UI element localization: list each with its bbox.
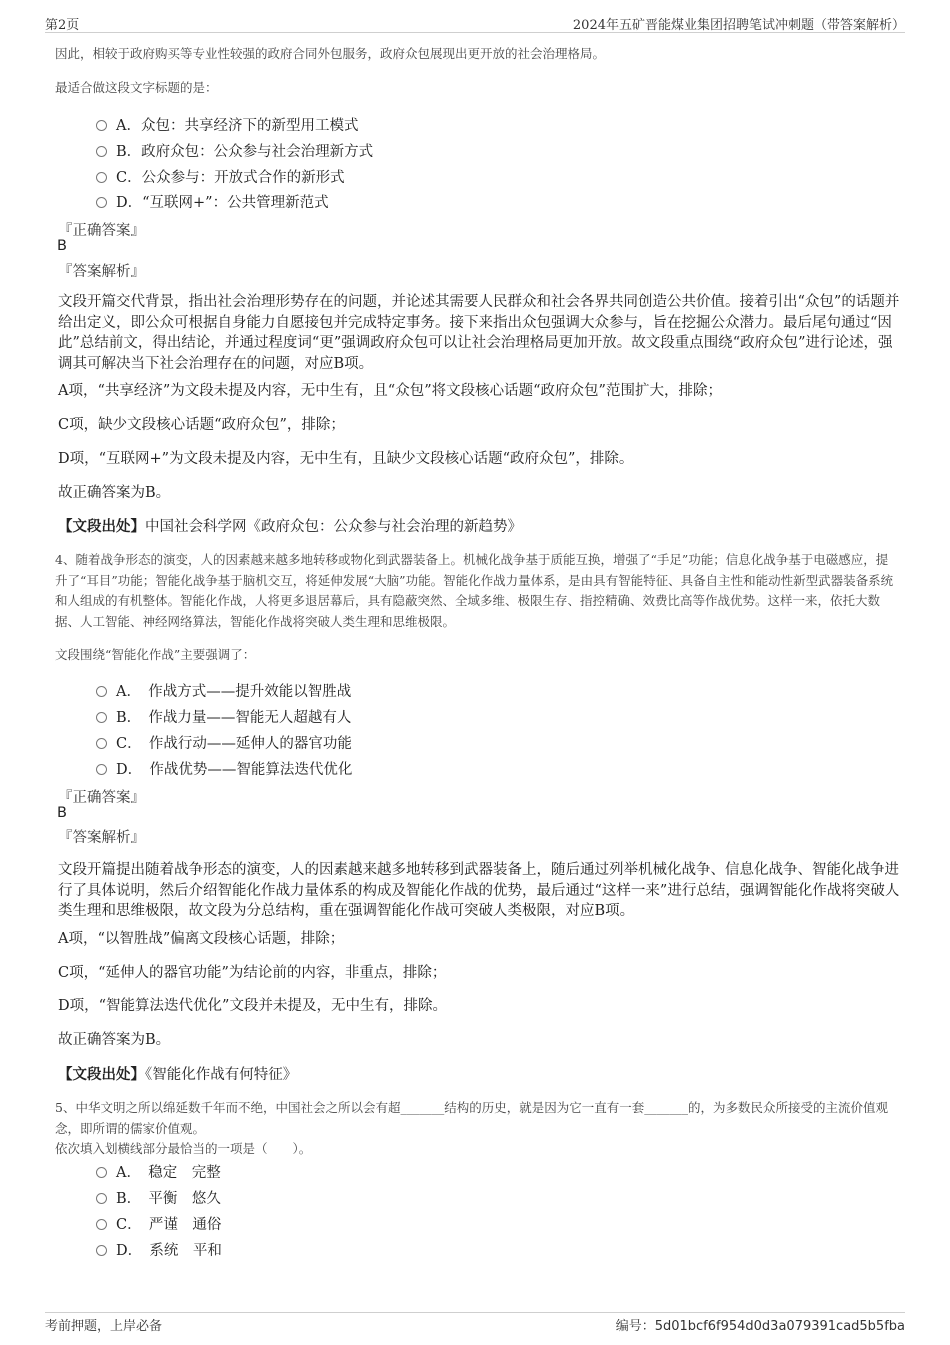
radio-icon[interactable] — [96, 686, 107, 697]
document-code: 编号：5d01bcf6f954d0d3a079391cad5b5fba — [615, 1319, 905, 1334]
q3-stem-tail: 因此，相较于政府购买等专业性较强的政府合同外包服务，政府众包展现出更开放的社会治理格局。 — [55, 46, 606, 61]
q4-option-c[interactable]: C． 作战行动——延伸人的器官功能 — [96, 732, 352, 753]
q4-option-a[interactable]: A． 作战方式——提升效能以智胜战 — [96, 680, 351, 701]
q4-conclusion: 故正确答案为B。 — [58, 1032, 171, 1048]
q3-source: 【文段出处】中国社会科学网《政府众包：公众参与社会治理的新趋势》 — [58, 518, 522, 535]
radio-icon[interactable] — [96, 738, 107, 749]
q4-analysis-label: 『答案解析』 — [58, 830, 145, 846]
document-title: 2024年五矿晋能煤业集团招聘笔试冲刺题（带答案解析） — [572, 18, 905, 33]
footer-slogan: 考前押题，上岸必备 — [45, 1319, 163, 1334]
q5-option-a[interactable]: A． 稳定 完整 — [96, 1161, 221, 1182]
q4-prompt: 文段围绕“智能化作战”主要强调了： — [55, 647, 256, 662]
q4-source: 【文段出处】《智能化作战有何特征》 — [58, 1066, 298, 1083]
q5-option-c[interactable]: C． 严谨 通俗 — [96, 1213, 221, 1234]
page-footer — [45, 1312, 905, 1334]
q3-option-c[interactable]: C．公众参与：开放式合作的新形式 — [96, 166, 345, 187]
q3-conclusion: 故正确答案为B。 — [58, 485, 171, 501]
radio-icon[interactable] — [96, 146, 107, 157]
radio-icon[interactable] — [96, 1245, 107, 1256]
q5-prompt: 依次填入划横线部分最恰当的一项是（ ）。 — [55, 1141, 312, 1156]
q3-answer: B — [57, 238, 67, 254]
q3-option-d[interactable]: D．“互联网+”：公共管理新范式 — [96, 191, 329, 212]
q3-prompt: 最适合做这段文字标题的是： — [55, 80, 218, 95]
q4-option-b[interactable]: B． 作战力量——智能无人超越有人 — [96, 706, 351, 727]
q5-option-d[interactable]: D． 系统 平和 — [96, 1239, 222, 1260]
q4-answer: B — [57, 805, 67, 821]
radio-icon[interactable] — [96, 1167, 107, 1178]
q4-option-d[interactable]: D． 作战优势——智能算法迭代优化 — [96, 758, 352, 779]
q3-note-c: C项，缺少文段核心话题“政府众包”，排除； — [58, 417, 345, 433]
q4-note-d: D项，“智能算法迭代优化”文段并未提及，无中生有，排除。 — [58, 998, 447, 1014]
q4-note-c: C项，“延伸人的器官功能”为结论前的内容，非重点，排除； — [58, 965, 447, 981]
q5-stem: 5、中华文明之所以绵延数千年而不绝，中国社会之所以会有超_______结构的历史，就是因为它一直有一套_______的，为多数民众所接受的主流价值观念，即所谓的儒家价值观。 — [55, 1100, 888, 1136]
q4-analysis: 文段开篇提出随着战争形态的演变，人的因素越来越多地转移到武器装备上，随后通过列举机械化战争、信息化战争、智能化战争进行了具体说明，然后介绍智能化作战力量体系的构成及智能化作战的优势，最后通过“这样一来”进行总结，强调智能化作战将突破人类生理和思维极限，故文段为分总结构，重在强调智能化作战可突破人类极限，对应B项。 — [58, 862, 900, 919]
q4-stem: 4、随着战争形态的演变，人的因素越来越多地转移或物化到武器装备上。机械化战争基于质能互换，增强了“手足”功能；信息化战争基于电磁感应，提升了“耳目”功能；智能化战争基于脑机交互，将延伸发展“大脑”功能。智能化作战力量体系，是由具有智能特征、具备自主性和能动性新型武器装备系统和人组成的有机整体。智能化作战，人将更多退居幕后，具有隐蔽突然、全域多维、极限生存、指控精确、效费比高等作战优势。这样一来，依托大数据、人工智能、神经网络算法，智能化作战将突破人类生理和思维极限。 — [55, 552, 894, 629]
radio-icon[interactable] — [96, 172, 107, 183]
page-number: 第2页 — [45, 18, 80, 33]
q3-answer-label: 『正确答案』 — [58, 223, 145, 239]
radio-icon[interactable] — [96, 1219, 107, 1230]
radio-icon[interactable] — [96, 197, 107, 208]
page-header — [45, 14, 905, 33]
q3-analysis-label: 『答案解析』 — [58, 264, 145, 280]
q5-option-b[interactable]: B． 平衡 悠久 — [96, 1187, 221, 1208]
q3-note-a: A项，“共享经济”为文段未提及内容，无中生有，且“众包”将文段核心话题“政府众包”范围扩大，排除； — [58, 383, 722, 399]
q3-option-a[interactable]: A．众包：共享经济下的新型用工模式 — [96, 114, 358, 135]
q4-answer-label: 『正确答案』 — [58, 790, 145, 806]
radio-icon[interactable] — [96, 120, 107, 131]
radio-icon[interactable] — [96, 712, 107, 723]
q3-note-d: D项，“互联网+”为文段未提及内容，无中生有，且缺少文段核心话题“政府众包”，排除。 — [58, 451, 634, 467]
q4-note-a: A项，“以智胜战”偏离文段核心话题，排除； — [58, 931, 345, 947]
radio-icon[interactable] — [96, 1193, 107, 1204]
q3-option-b[interactable]: B．政府众包：公众参与社会治理新方式 — [96, 140, 373, 161]
q3-analysis: 文段开篇交代背景，指出社会治理形势存在的问题，并论述其需要人民群众和社会各界共同创造公共价值。接着引出“众包”的话题并给出定义，即公众可根据自身能力自愿接包并完成特定事务。接下来指出众包强调大众参与，旨在挖掘公众潜力。最后尾句通过“因此”总结前文，得出结论，并通过程度词“更”强调政府众包可以让社会治理格局更加开放。故文段重点围绕“政府众包”进行论述，强调其可解决当下社会治理存在的问题，对应B项。 — [58, 294, 900, 372]
radio-icon[interactable] — [96, 764, 107, 775]
